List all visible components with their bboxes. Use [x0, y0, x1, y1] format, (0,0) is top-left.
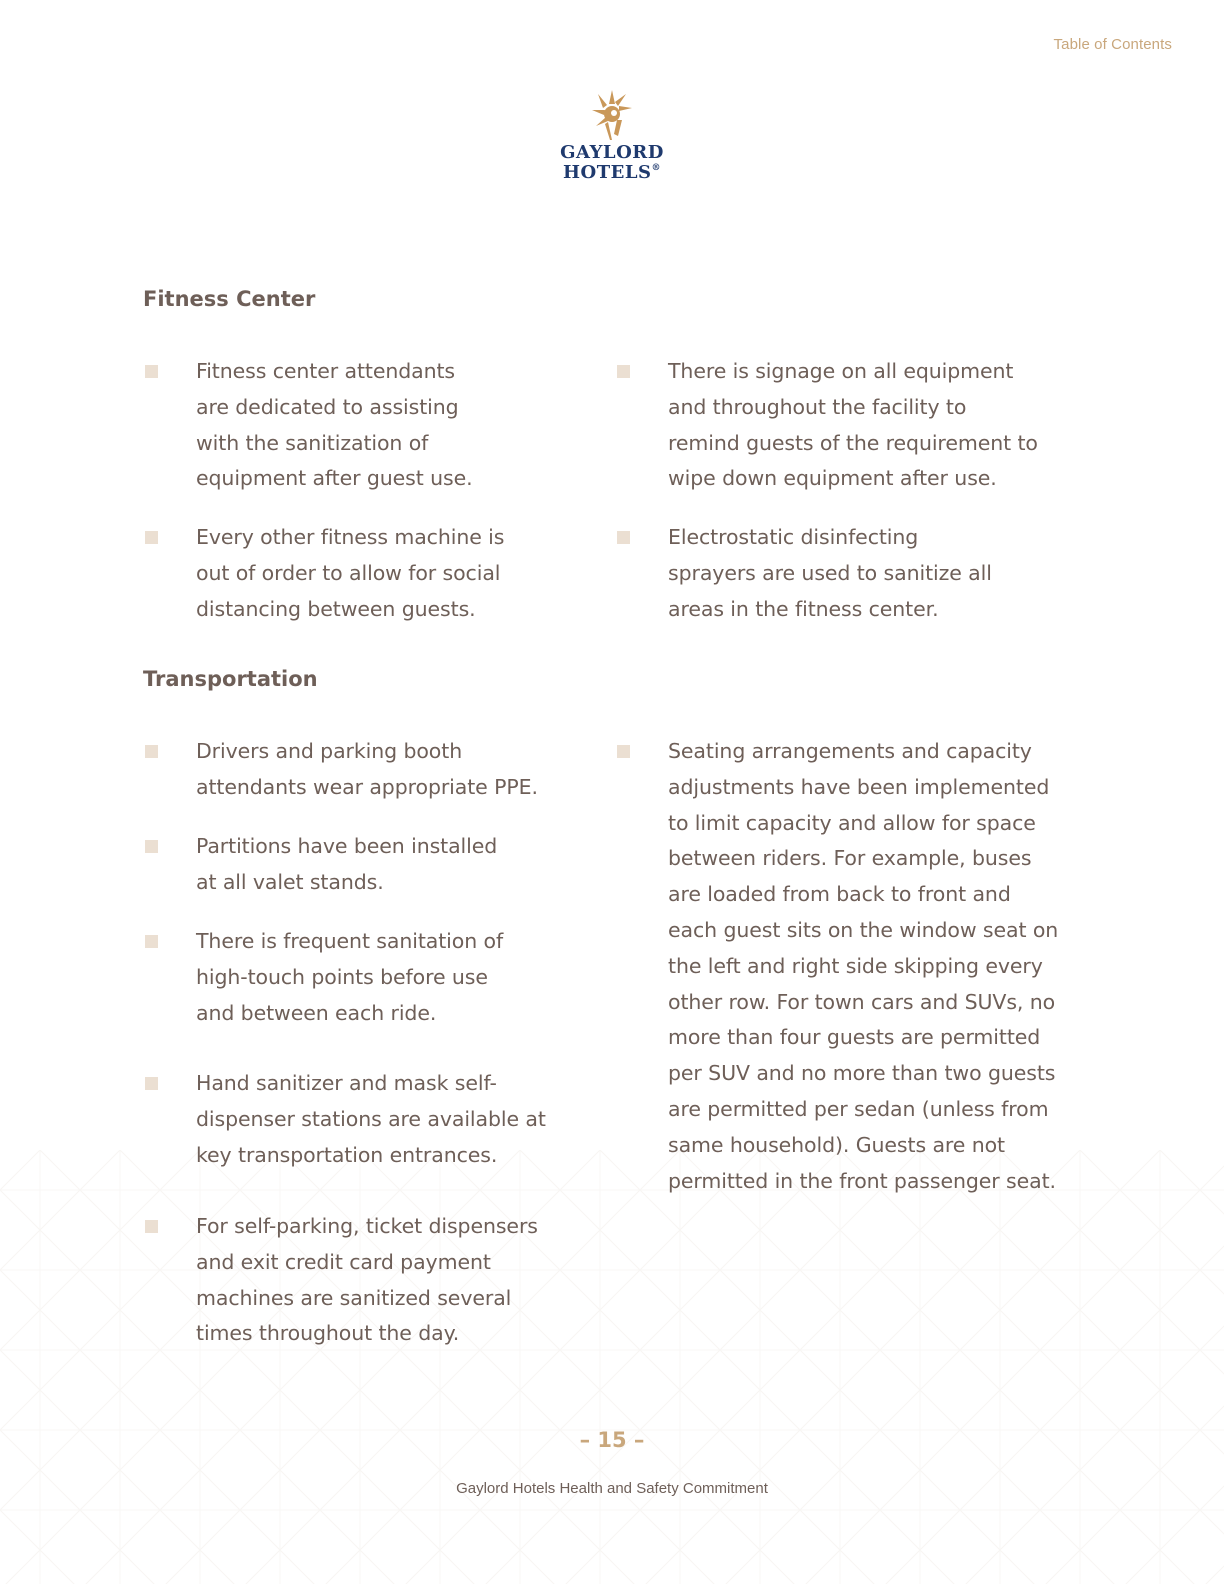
bullet-square: [617, 531, 630, 544]
bullet-square: [145, 745, 158, 758]
gaylord-hotels-logo: [552, 86, 672, 196]
bullet-square: [145, 1220, 158, 1233]
bullet-square: [617, 365, 630, 378]
background-geometric-pattern: [0, 1150, 1224, 1584]
sun-star-logo-icon: [590, 86, 634, 142]
footer-document-title: Gaylord Hotels Health and Safety Commitment: [456, 1480, 768, 1497]
fitness-left-item-2: Every other fitness machine is out of order to allow for social distancing between guests.: [196, 525, 505, 621]
bullet-square: [617, 745, 630, 758]
registered-mark: ®: [651, 163, 661, 173]
transportation-left-item-2: Partitions have been installed at all valet stands.: [196, 834, 498, 894]
fitness-right-item-2: Electrostatic disinfecting sprayers are used to sanitize all areas in the fitness center.: [668, 525, 992, 621]
transportation-right-item-1: Seating arrangements and capacity adjustments have been implemented to limit capacity and allow for space between riders. For example, buses are loaded from back to front and each guest sits on the window seat on the left and right side skipping every other row. For town cars and SUVs, no more than four guests are permitted per SUV and no more than two guests are permitted per sedan (unless from same household). Guests are not permitted in the front passenger seat.: [668, 739, 1059, 1193]
bullet-square: [145, 935, 158, 948]
page-number: – 15 –: [579, 1428, 645, 1452]
transportation-left-item-3: There is frequent sanitation of high-touch points before use and between each ride.: [196, 929, 504, 1025]
bullet-square: [145, 365, 158, 378]
fitness-right-item-1: There is signage on all equipment and throughout the facility to remind guests of the requirement to wipe down equipment after use.: [668, 359, 1038, 491]
bullet-square: [145, 1077, 158, 1090]
logo-wordmark-gaylord: GAYLORD: [560, 142, 664, 163]
transportation-left-item-5: For self-parking, ticket dispensers and exit credit card payment machines are sanitized several times throughout the day.: [196, 1214, 538, 1346]
fitness-left-item-1: Fitness center attendants are dedicated to assisting with the sanitization of equipment after guest use.: [196, 359, 473, 491]
bullet-square: [145, 840, 158, 853]
logo-wordmark-hotels: HOTELS®: [563, 162, 661, 183]
transportation-left-item-1: Drivers and parking booth attendants wear appropriate PPE.: [196, 739, 538, 799]
fitness-center-heading: Fitness Center: [143, 287, 316, 311]
bullet-square: [145, 531, 158, 544]
table-of-contents-link[interactable]: Table of Contents: [1053, 36, 1172, 53]
transportation-left-item-4: Hand sanitizer and mask self- dispenser stations are available at key transportation entrances.: [196, 1071, 546, 1167]
transportation-heading: Transportation: [143, 667, 318, 691]
